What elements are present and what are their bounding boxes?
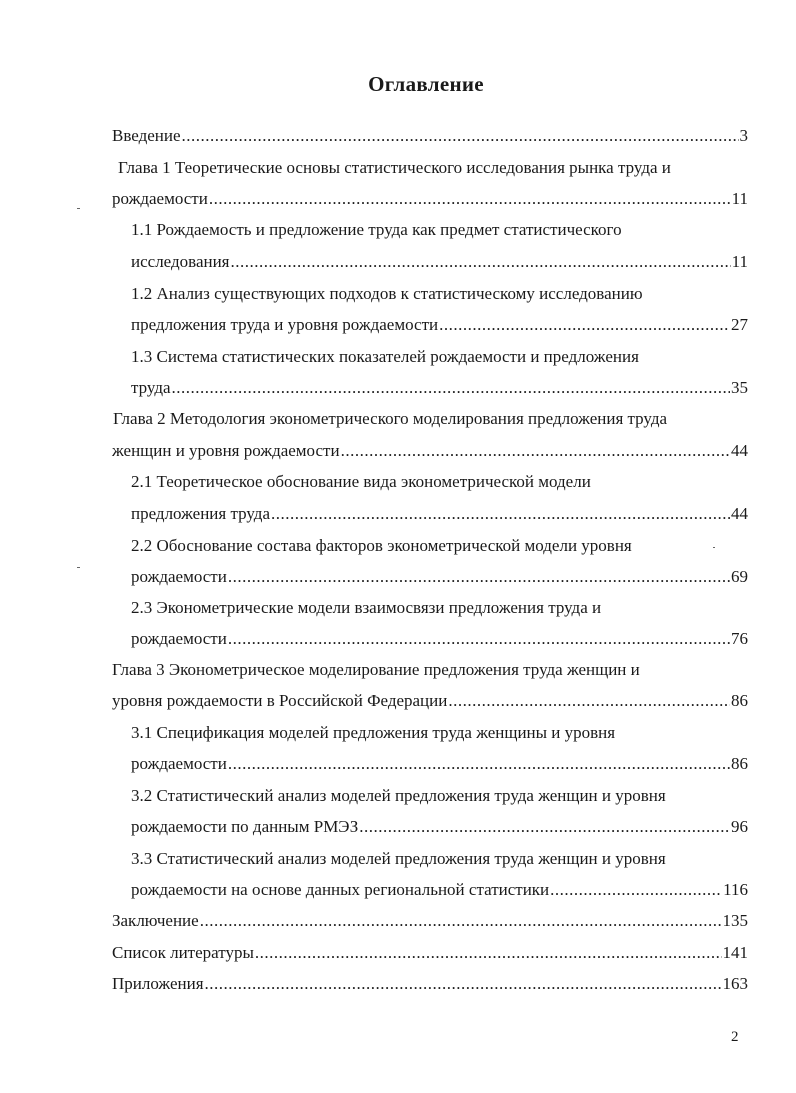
toc-entry-3-2 — [131, 785, 751, 807]
dot-leader — [341, 440, 730, 462]
toc-entry-1-2 — [131, 283, 751, 305]
toc-entry-chapter-2 — [113, 408, 753, 430]
toc-entry-text: 3.1 Спецификация моделей предложения труда женщины и уровня — [131, 723, 616, 742]
toc-entry-1-1 — [131, 219, 731, 241]
toc-entry-3-3-cont — [131, 879, 748, 901]
toc-entry-text: рождаемости — [131, 629, 227, 648]
toc-entry-conclusion — [112, 910, 748, 932]
dot-leader — [448, 690, 730, 712]
toc-entry-text: рождаемости — [112, 189, 208, 208]
toc-entry-chapter-1-cont — [112, 188, 748, 210]
toc-page-number: 86 — [731, 754, 748, 773]
toc-entry-text: Глава 1 Теоретические основы статистического исследования рынка труда и — [118, 158, 671, 177]
toc-entry-text: рождаемости по данным РМЭЗ — [131, 817, 359, 836]
dot-leader — [172, 377, 730, 399]
toc-page-number: 135 — [722, 911, 748, 930]
toc-page-number: 27 — [731, 315, 748, 334]
toc-entry-1-3 — [131, 346, 751, 368]
toc-page-number: 116 — [723, 880, 748, 899]
toc-entry-chapter-3 — [112, 659, 752, 681]
toc-entry-chapter-1 — [118, 157, 758, 179]
page-number: 2 — [731, 1029, 739, 1045]
dot-leader — [550, 879, 722, 901]
dot-leader — [228, 566, 730, 588]
dot-leader — [231, 251, 731, 273]
toc-entry-chapter-2-cont — [112, 440, 748, 462]
toc-entry-3-1 — [131, 722, 731, 744]
toc-page-number: 11 — [731, 189, 748, 208]
toc-entry-1-2-cont — [131, 314, 748, 336]
toc-entry-text: рождаемости — [131, 567, 227, 586]
toc-entry-text: 3.3 Статистический анализ моделей предложения труда женщин и уровня — [131, 849, 666, 868]
dot-leader — [205, 973, 722, 995]
toc-entry-text: 3.2 Статистический анализ моделей предложения труда женщин и уровня — [131, 786, 666, 805]
scan-speck — [713, 547, 715, 548]
toc-entry-text: 1.3 Система статистических показателей рождаемости и предложения — [131, 347, 639, 366]
dot-leader — [255, 942, 722, 964]
toc-entry-text: 1.1 Рождаемость и предложение труда как предмет статистического — [131, 220, 622, 239]
toc-page-number: 44 — [731, 441, 748, 460]
toc-entry-text: Приложения — [112, 974, 204, 993]
toc-entry-text: женщин и уровня рождаемости — [112, 441, 340, 460]
toc-entry-text: уровня рождаемости в Российской Федерации — [112, 691, 448, 710]
dot-leader — [209, 188, 731, 210]
toc-page-number: 163 — [722, 974, 748, 993]
toc-entry-2-2 — [131, 535, 731, 557]
toc-entry-text: 2.2 Обоснование состава факторов эконометрической модели уровня — [131, 536, 632, 555]
scan-speck — [77, 208, 80, 209]
toc-page-number: 86 — [731, 691, 748, 710]
toc-entry-text: Список литературы — [112, 943, 254, 962]
toc-page-number: 35 — [731, 378, 748, 397]
toc-entry-2-3 — [131, 597, 731, 619]
dot-leader — [439, 314, 730, 336]
toc-entry-text: Заключение — [112, 911, 199, 930]
dot-leader — [200, 910, 722, 932]
toc-entry-3-1-cont — [131, 753, 748, 775]
scan-speck — [77, 567, 80, 568]
dot-leader — [182, 125, 739, 147]
toc-entry-text: предложения труда — [131, 504, 270, 523]
toc-entry-2-2-cont — [131, 566, 748, 588]
toc-entry-text: 1.2 Анализ существующих подходов к статистическому исследованию — [131, 284, 643, 303]
toc-entry-appendices — [112, 973, 748, 995]
page-title: Оглавление — [368, 72, 484, 96]
toc-entry-text: предложения труда и уровня рождаемости — [131, 315, 439, 334]
toc-page-number: 11 — [731, 252, 748, 271]
toc-entry-text: исследования — [131, 252, 230, 271]
toc-page-number: 76 — [731, 629, 748, 648]
toc-page-number: 44 — [731, 504, 748, 523]
toc-entry-1-1-cont — [131, 251, 748, 273]
toc-entry-2-1-cont — [131, 503, 748, 525]
toc-entry-3-2-cont — [131, 816, 748, 838]
toc-entry-text: труда — [131, 378, 171, 397]
toc-page-number: 3 — [739, 126, 748, 145]
toc-entry-text: Введение — [112, 126, 181, 145]
toc-entry-chapter-3-cont — [112, 690, 748, 712]
toc-page-number: 96 — [731, 817, 748, 836]
toc-entry-text: рождаемости на основе данных региональной статистики — [131, 880, 550, 899]
toc-entry-text: Глава 3 Эконометрическое моделирование предложения труда женщин и — [112, 660, 640, 679]
toc-entry-references — [112, 942, 748, 964]
toc-entry-text: 2.3 Эконометрические модели взаимосвязи предложения труда и — [131, 598, 602, 617]
toc-entry-text: 2.1 Теоретическое обоснование вида эконометрической модели — [131, 472, 591, 491]
toc-entry-3-3 — [131, 848, 751, 870]
dot-leader — [228, 628, 730, 650]
dot-leader — [228, 753, 730, 775]
toc-entry-text: рождаемости — [131, 754, 227, 773]
toc-entry-introduction — [112, 125, 748, 147]
toc-page-number: 141 — [722, 943, 748, 962]
toc-entry-2-1 — [131, 471, 731, 493]
dot-leader — [359, 816, 730, 838]
toc-entry-1-3-cont — [131, 377, 748, 399]
toc-entry-2-3-cont — [131, 628, 748, 650]
toc-entry-text: Глава 2 Методология эконометрического моделирования предложения труда — [113, 409, 668, 428]
dot-leader — [271, 503, 730, 525]
toc-page-number: 69 — [731, 567, 748, 586]
